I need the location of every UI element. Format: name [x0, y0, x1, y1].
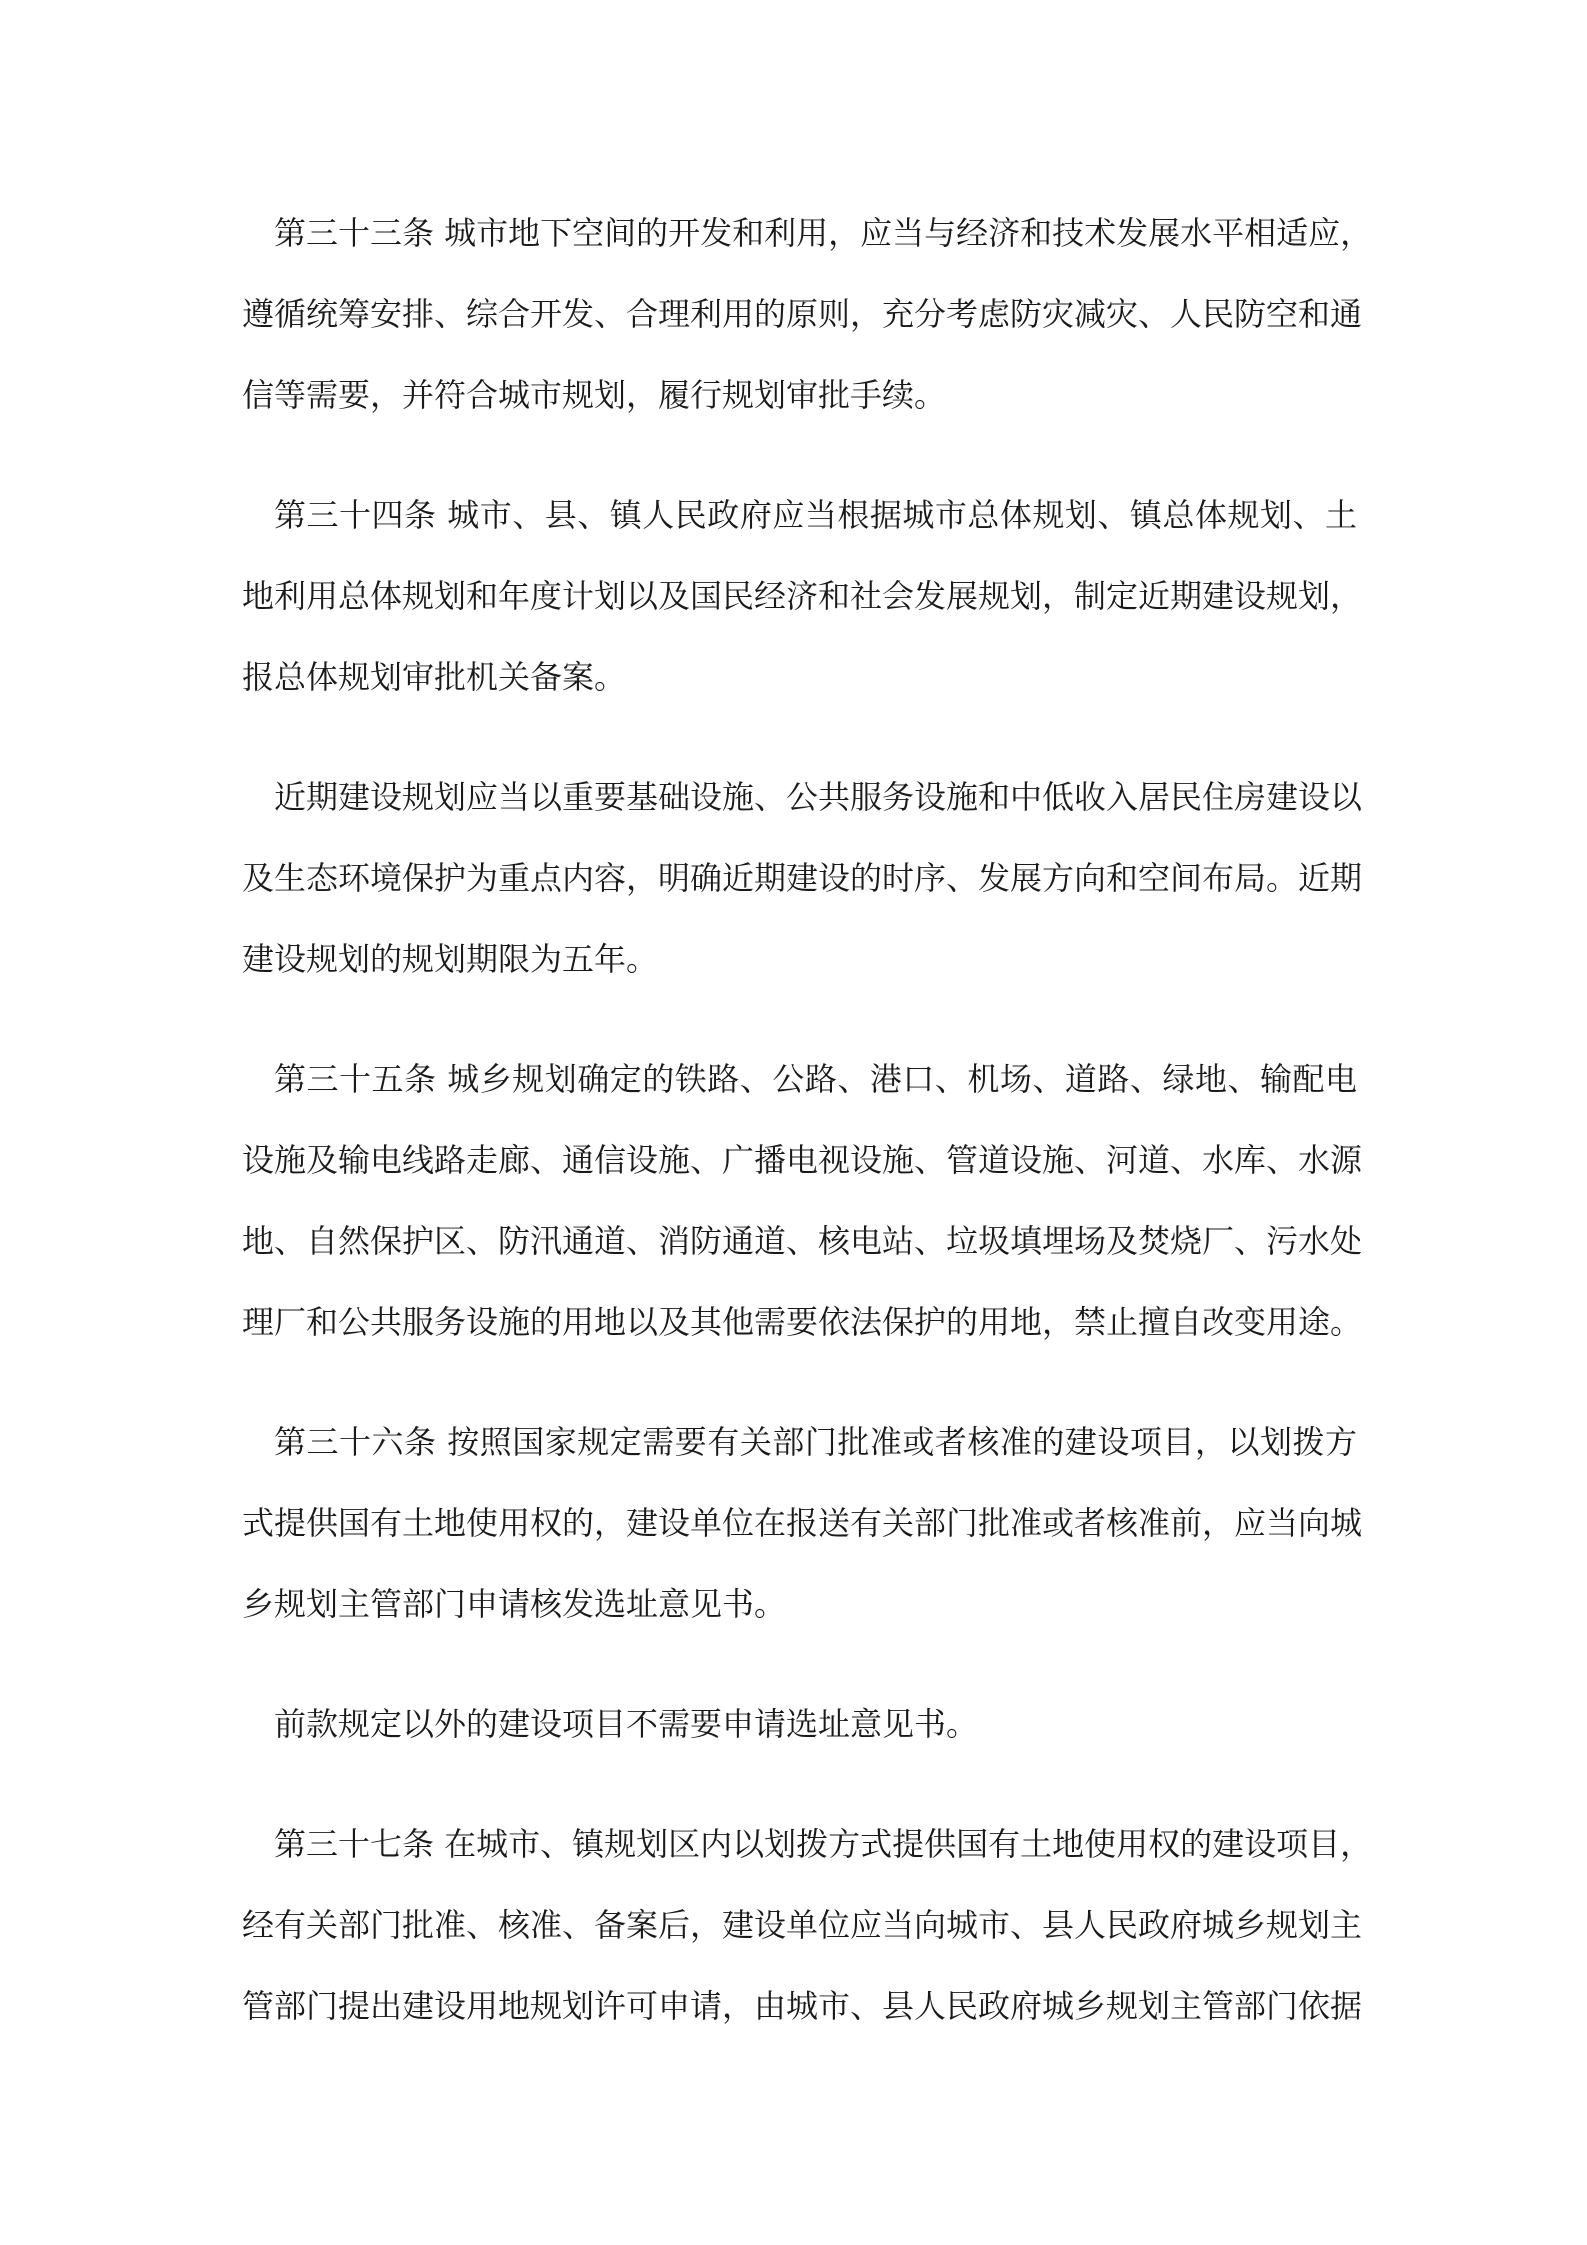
paragraph-line: 近期建设规划应当以重要基础设施、公共服务设施和中低收入居民住房建设以: [274, 778, 1363, 816]
paragraph-line: 管部门提出建设用地规划许可申请，由城市、县人民政府城乡规划主管部门依据: [242, 1987, 1363, 2025]
paragraph-line: 设施及输电线路走廊、通信设施、广播电视设施、管道设施、河道、水库、水源: [242, 1141, 1363, 1179]
paragraph-line: 前款规定以外的建设项目不需要申请选址意见书。: [274, 1705, 979, 1743]
article-34-paragraph: [242, 475, 1363, 718]
paragraph-line: 理厂和公共服务设施的用地以及其他需要依法保护的用地，禁止擅自改变用途。: [242, 1303, 1363, 1341]
paragraph-line: 报总体规划审批机关备案。: [242, 658, 627, 696]
paragraph-line: 信等需要，并符合城市规划，履行规划审批手续。: [242, 376, 947, 414]
paragraph-line: 经有关部门批准、核准、备案后，建设单位应当向城市、县人民政府城乡规划主: [242, 1906, 1363, 1944]
short-term-plan-paragraph: [242, 757, 1363, 1000]
paragraph-line: 地、自然保护区、防汛通道、消防通道、核电站、垃圾填埋场及焚烧厂、污水处: [242, 1222, 1363, 1260]
paragraph-line: 第三十四条 城市、县、镇人民政府应当根据城市总体规划、镇总体规划、土: [274, 496, 1357, 534]
paragraph-line: 建设规划的规划期限为五年。: [242, 940, 659, 978]
article-33-paragraph: [242, 193, 1373, 436]
paragraph-line: 地利用总体规划和年度计划以及国民经济和社会发展规划，制定近期建设规划，: [242, 577, 1363, 615]
paragraph-line: 第三十六条 按照国家规定需要有关部门批准或者核准的建设项目，以划拨方: [274, 1423, 1357, 1461]
paragraph-line: 式提供国有土地使用权的，建设单位在报送有关部门批准或者核准前，应当向城: [242, 1504, 1363, 1542]
paragraph-line: 第三十五条 城乡规划确定的铁路、公路、港口、机场、道路、绿地、输配电: [274, 1060, 1357, 1098]
article-36-paragraph: [242, 1402, 1363, 1645]
paragraph-line: 遵循统筹安排、综合开发、合理利用的原则，充分考虑防灾减灾、人民防空和通: [242, 295, 1363, 333]
paragraph-line: 及生态环境保护为重点内容，明确近期建设的时序、发展方向和空间布局。近期: [242, 859, 1363, 897]
paragraph-line: 第三十七条 在城市、镇规划区内以划拨方式提供国有土地使用权的建设项目，: [274, 1825, 1373, 1863]
paragraph-line: 第三十三条 城市地下空间的开发和利用，应当与经济和技术发展水平相适应，: [274, 214, 1373, 252]
paragraph-line: 乡规划主管部门申请核发选址意见书。: [242, 1585, 787, 1623]
article-37-paragraph: [242, 1804, 1373, 2047]
article-35-paragraph: [242, 1039, 1363, 1363]
document-page: [242, 193, 1373, 2086]
site-selection-exemption-paragraph: [242, 1684, 1357, 1765]
